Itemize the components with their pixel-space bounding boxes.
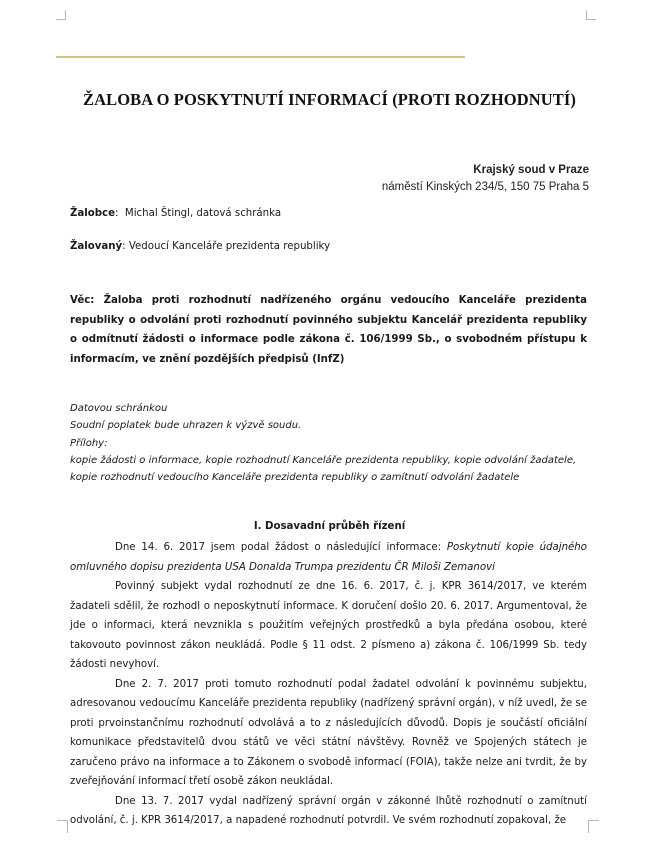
- defendant-value: Vedoucí Kanceláře prezidenta republiky: [128, 241, 331, 252]
- court-address: náměstí Kinských 234/5, 150 75 Praha 5: [381, 181, 589, 193]
- paragraph-appeal-decision: Dne 13. 7. 2017 vydal nadřízený správní orgán v zákonné lhůtě rozhodnutí o zamítnutí odvolání, č. j. KPR 3614/2017, a napadené rozhodnutí potvrdil. Ve svém rozhodnutí zopakoval, že: [70, 795, 587, 826]
- attachments-label: Přílohy:: [70, 437, 108, 449]
- document-title: ŽALOBA O POSKYTNUTÍ INFORMACÍ (PROTI ROZHODNUTÍ): [83, 90, 576, 109]
- delivery-method: Datovou schránkou: [70, 403, 168, 414]
- defendant-line: [70, 240, 587, 254]
- court-fee-note: Soudní poplatek bude uhrazen k výzvě soudu.: [70, 420, 302, 432]
- paragraph-request-text: Dne 14. 6. 2017 jsem podal žádost o následující informace:: [115, 542, 447, 553]
- plaintiff-value: Michal Štingl, datová schránka: [124, 208, 282, 219]
- page-corner-mark-top-right: [586, 10, 596, 20]
- paragraph-first-decision: Povinný subjekt vydal rozhodnutí ze dne 16. 6. 2017, č. j. KPR 3614/2017, ve kterém žadateli sdělil, že rozhodl o neposkytnutí informace. K doručení došlo 20. 6. 2017. Argumentoval, že jde o informaci, která nevznikla s použitím veřejných prostředků a byla předána osobou, které takovouto povinnost zákon neukládá. Podle § 11 odst. 2 písmeno a) zákona č. 106/1999 Sb. tedy žádosti nevyhoví.: [70, 581, 587, 670]
- defendant-label: Žalovaný: [70, 241, 123, 252]
- paragraph-request-italic: Poskytnutí kopie údajného omluvného dopisu prezidenta USA Donalda Trumpa prezidentu ČR Miloši Zemanovi: [70, 542, 587, 573]
- page-corner-mark-bottom-right: [588, 820, 599, 833]
- plaintiff-colon: :: [115, 208, 125, 219]
- defendant-colon: :: [122, 241, 129, 252]
- page-corner-mark-top-left: [56, 10, 66, 20]
- attachments-list-line-2: kopie rozhodnutí vedoucího Kanceláře prezidenta republiky o zamítnutí odvolání žadatele: [70, 472, 520, 484]
- subject-text: Žaloba proti rozhodnutí nadřízeného orgánu vedoucího Kanceláře prezidenta republiky o odvolání proti rozhodnutí povinného subjektu Kancelář prezidenta republiky o odmítnutí žádosti o informace podle zákona č. 106/1999 Sb., o svobodném přístupu k informacím, ve znění pozdějších předpisů (InfZ): [70, 295, 588, 365]
- subject-label: Věc:: [70, 295, 95, 306]
- page-corner-mark-bottom-left: [57, 820, 68, 833]
- subject-paragraph: [70, 291, 587, 369]
- court-name: Krajský soud v Praze: [473, 164, 589, 176]
- header-accent-rule: [56, 56, 465, 58]
- paragraph-request: [70, 538, 587, 577]
- section-heading: I. Dosavadní průběh řízení: [253, 521, 406, 532]
- court-address-block: [382, 162, 589, 196]
- attachments-list-line-1: kopie žádosti o informace, kopie rozhodnutí Kanceláře prezidenta republiky, kopie odvolání žadatele,: [70, 454, 577, 466]
- plaintiff-line: [70, 207, 587, 221]
- paragraph-appeal: Dne 2. 7. 2017 proti tomuto rozhodnutí podal žadatel odvolání k povinnému subjektu, adresovanou vedoucímu Kanceláře prezidenta republiky (nadřízený správní orgán), v níž uvedl, že se proti prvoinstančnímu rozhodnutí odvolává a to z následujících důvodů. Dopis je součástí oficiální komunikace představitelů dvou států ve věci státní návštěvy. Rovněž ve Spojených státech je zaručeno právo na informace a to Zákonem o svobodě informací (FOIA), takže nelze ani tvrdit, že by zveřejňování informací třetí osobě zákon neukládal.: [70, 678, 587, 787]
- delivery-and-attachments: [70, 400, 587, 486]
- plaintiff-label: Žalobce: [70, 208, 115, 219]
- section-body: [70, 538, 587, 831]
